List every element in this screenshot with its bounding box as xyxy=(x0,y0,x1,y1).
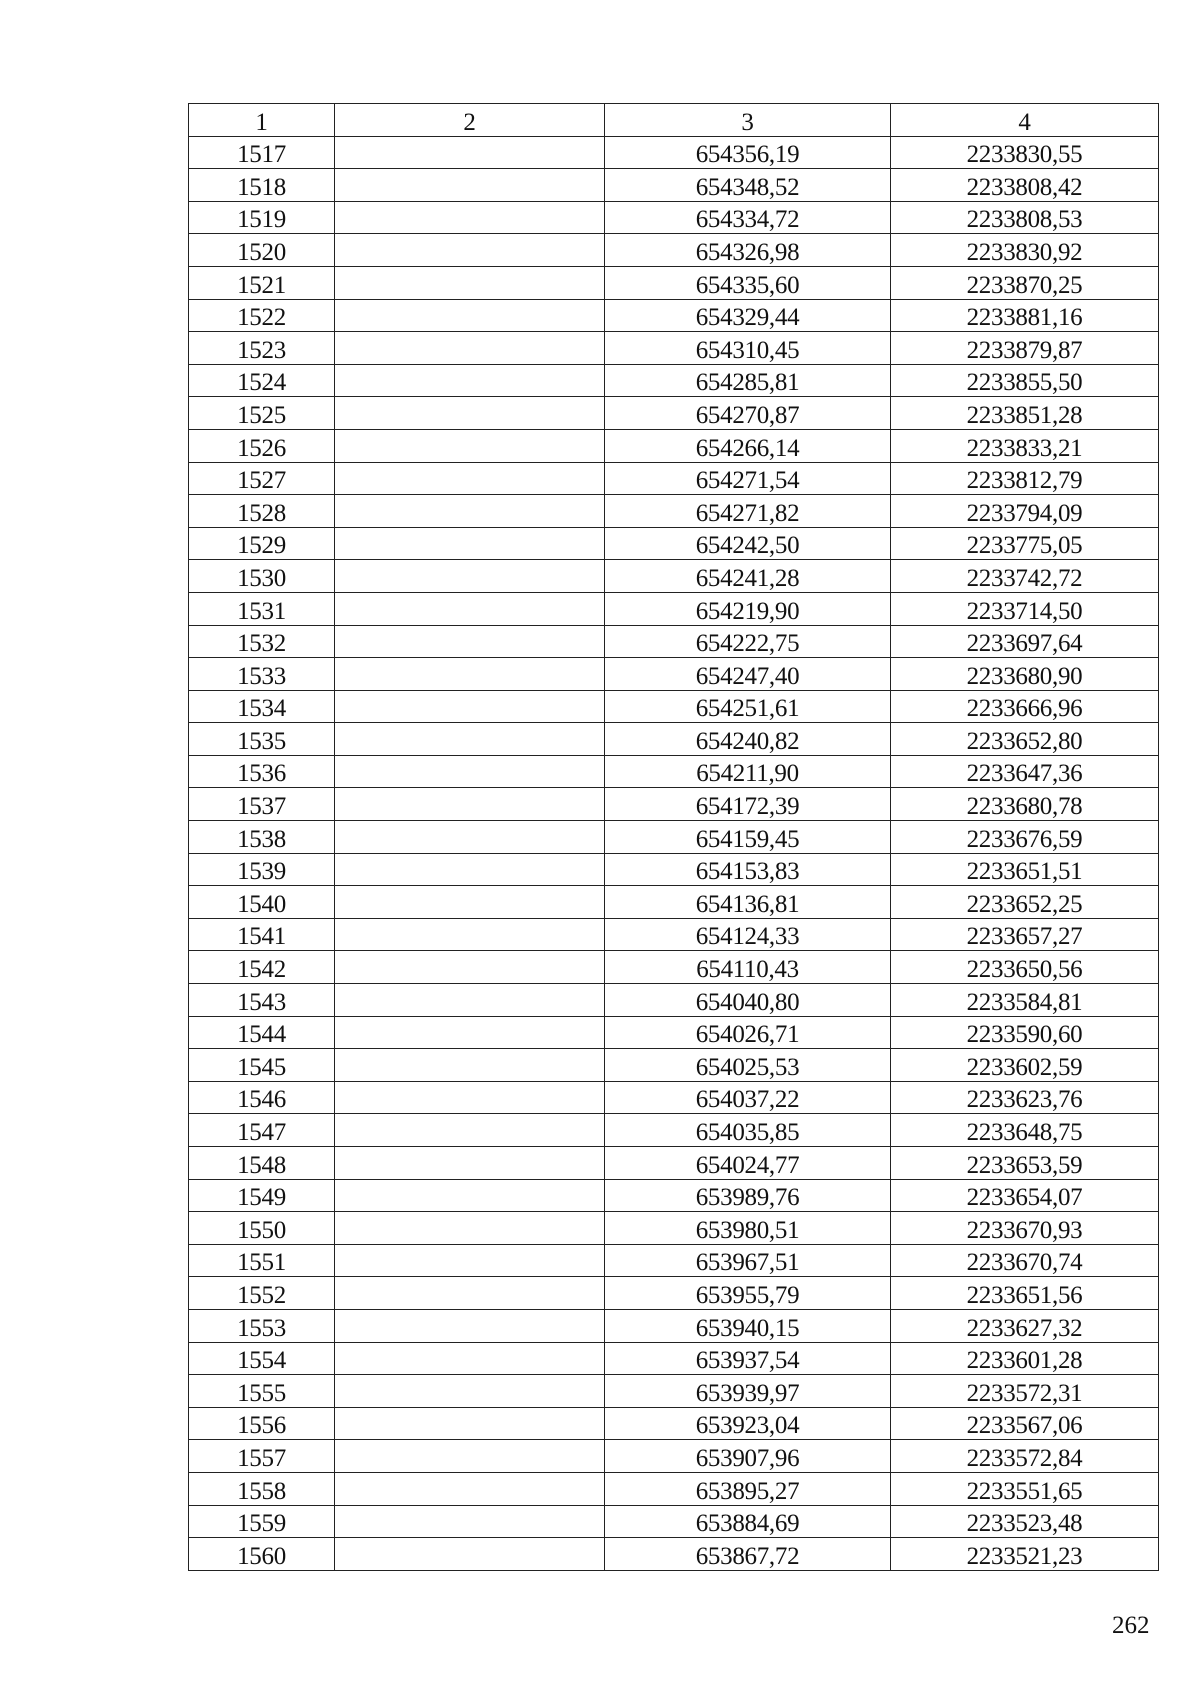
y-coordinate-cell: 2233794,09 xyxy=(891,495,1159,528)
x-coordinate-cell: 654334,72 xyxy=(605,201,891,234)
table-row xyxy=(189,723,1159,756)
x-coordinate-cell: 654271,54 xyxy=(605,462,891,495)
x-coordinate-cell: 654110,43 xyxy=(605,951,891,984)
table-row xyxy=(189,1342,1159,1375)
y-coordinate-cell: 2233567,06 xyxy=(891,1407,1159,1440)
x-coordinate-cell: 654241,28 xyxy=(605,560,891,593)
description-cell xyxy=(335,625,605,658)
description-cell xyxy=(335,1505,605,1538)
y-coordinate-cell: 2233627,32 xyxy=(891,1309,1159,1342)
x-coordinate-cell: 654310,45 xyxy=(605,332,891,365)
y-coordinate-cell: 2233651,51 xyxy=(891,853,1159,886)
point-number-cell: 1557 xyxy=(189,1440,335,1473)
page-number: 262 xyxy=(1112,1612,1150,1639)
table-row xyxy=(189,1081,1159,1114)
description-cell xyxy=(335,364,605,397)
table-row xyxy=(189,951,1159,984)
x-coordinate-cell: 654136,81 xyxy=(605,886,891,919)
description-cell xyxy=(335,886,605,919)
y-coordinate-cell: 2233650,56 xyxy=(891,951,1159,984)
description-cell xyxy=(335,918,605,951)
description-cell xyxy=(335,136,605,169)
x-coordinate-cell: 654247,40 xyxy=(605,658,891,691)
x-coordinate-cell: 654270,87 xyxy=(605,397,891,430)
point-number-cell: 1522 xyxy=(189,299,335,332)
description-cell xyxy=(335,1440,605,1473)
x-coordinate-cell: 654026,71 xyxy=(605,1016,891,1049)
description-cell xyxy=(335,1147,605,1180)
x-coordinate-cell: 653940,15 xyxy=(605,1309,891,1342)
x-coordinate-cell: 654348,52 xyxy=(605,169,891,202)
x-coordinate-cell: 654222,75 xyxy=(605,625,891,658)
table-row xyxy=(189,397,1159,430)
table-row xyxy=(189,1179,1159,1212)
description-cell xyxy=(335,1277,605,1310)
y-coordinate-cell: 2233652,25 xyxy=(891,886,1159,919)
description-cell xyxy=(335,234,605,267)
x-coordinate-cell: 653967,51 xyxy=(605,1244,891,1277)
y-coordinate-cell: 2233851,28 xyxy=(891,397,1159,430)
description-cell xyxy=(335,266,605,299)
table-row xyxy=(189,1375,1159,1408)
description-cell xyxy=(335,462,605,495)
header-cell-2: 2 xyxy=(335,104,605,137)
table-row xyxy=(189,266,1159,299)
table-row xyxy=(189,1016,1159,1049)
table-row xyxy=(189,429,1159,462)
x-coordinate-cell: 654159,45 xyxy=(605,821,891,854)
description-cell xyxy=(335,951,605,984)
description-cell xyxy=(335,1472,605,1505)
table-row xyxy=(189,1472,1159,1505)
point-number-cell: 1543 xyxy=(189,984,335,1017)
table-row xyxy=(189,1407,1159,1440)
point-number-cell: 1560 xyxy=(189,1538,335,1571)
point-number-cell: 1553 xyxy=(189,1309,335,1342)
point-number-cell: 1539 xyxy=(189,853,335,886)
x-coordinate-cell: 654285,81 xyxy=(605,364,891,397)
table-row xyxy=(189,821,1159,854)
description-cell xyxy=(335,1212,605,1245)
x-coordinate-cell: 653989,76 xyxy=(605,1179,891,1212)
y-coordinate-cell: 2233830,92 xyxy=(891,234,1159,267)
point-number-cell: 1532 xyxy=(189,625,335,658)
header-cell-3: 3 xyxy=(605,104,891,137)
y-coordinate-cell: 2233584,81 xyxy=(891,984,1159,1017)
description-cell xyxy=(335,1309,605,1342)
point-number-cell: 1531 xyxy=(189,592,335,625)
point-number-cell: 1527 xyxy=(189,462,335,495)
point-number-cell: 1525 xyxy=(189,397,335,430)
description-cell xyxy=(335,527,605,560)
table-row xyxy=(189,853,1159,886)
table-row xyxy=(189,495,1159,528)
table-row xyxy=(189,560,1159,593)
description-cell xyxy=(335,984,605,1017)
table-row xyxy=(189,1049,1159,1082)
point-number-cell: 1538 xyxy=(189,821,335,854)
point-number-cell: 1521 xyxy=(189,266,335,299)
x-coordinate-cell: 654251,61 xyxy=(605,690,891,723)
x-coordinate-cell: 654024,77 xyxy=(605,1147,891,1180)
point-number-cell: 1548 xyxy=(189,1147,335,1180)
table-row xyxy=(189,364,1159,397)
table-row xyxy=(189,169,1159,202)
table-body xyxy=(189,104,1159,1571)
description-cell xyxy=(335,1342,605,1375)
x-coordinate-cell: 653955,79 xyxy=(605,1277,891,1310)
x-coordinate-cell: 654326,98 xyxy=(605,234,891,267)
point-number-cell: 1547 xyxy=(189,1114,335,1147)
description-cell xyxy=(335,1049,605,1082)
x-coordinate-cell: 654124,33 xyxy=(605,918,891,951)
table-row xyxy=(189,788,1159,821)
table-row xyxy=(189,234,1159,267)
y-coordinate-cell: 2233670,74 xyxy=(891,1244,1159,1277)
description-cell xyxy=(335,1179,605,1212)
y-coordinate-cell: 2233654,07 xyxy=(891,1179,1159,1212)
y-coordinate-cell: 2233676,59 xyxy=(891,821,1159,854)
x-coordinate-cell: 653939,97 xyxy=(605,1375,891,1408)
y-coordinate-cell: 2233572,31 xyxy=(891,1375,1159,1408)
description-cell xyxy=(335,169,605,202)
table-row xyxy=(189,592,1159,625)
description-cell xyxy=(335,332,605,365)
point-number-cell: 1520 xyxy=(189,234,335,267)
description-cell xyxy=(335,821,605,854)
point-number-cell: 1552 xyxy=(189,1277,335,1310)
description-cell xyxy=(335,495,605,528)
table-row xyxy=(189,658,1159,691)
point-number-cell: 1541 xyxy=(189,918,335,951)
description-cell xyxy=(335,1016,605,1049)
x-coordinate-cell: 654266,14 xyxy=(605,429,891,462)
y-coordinate-cell: 2233652,80 xyxy=(891,723,1159,756)
x-coordinate-cell: 654219,90 xyxy=(605,592,891,625)
table-row xyxy=(189,1309,1159,1342)
y-coordinate-cell: 2233602,59 xyxy=(891,1049,1159,1082)
y-coordinate-cell: 2233808,53 xyxy=(891,201,1159,234)
point-number-cell: 1526 xyxy=(189,429,335,462)
y-coordinate-cell: 2233775,05 xyxy=(891,527,1159,560)
point-number-cell: 1540 xyxy=(189,886,335,919)
y-coordinate-cell: 2233651,56 xyxy=(891,1277,1159,1310)
table-row xyxy=(189,625,1159,658)
x-coordinate-cell: 654356,19 xyxy=(605,136,891,169)
table-row xyxy=(189,1277,1159,1310)
table-row xyxy=(189,918,1159,951)
x-coordinate-cell: 654153,83 xyxy=(605,853,891,886)
description-cell xyxy=(335,1244,605,1277)
description-cell xyxy=(335,690,605,723)
y-coordinate-cell: 2233523,48 xyxy=(891,1505,1159,1538)
table-row xyxy=(189,1505,1159,1538)
description-cell xyxy=(335,560,605,593)
description-cell xyxy=(335,201,605,234)
point-number-cell: 1533 xyxy=(189,658,335,691)
y-coordinate-cell: 2233601,28 xyxy=(891,1342,1159,1375)
point-number-cell: 1558 xyxy=(189,1472,335,1505)
point-number-cell: 1524 xyxy=(189,364,335,397)
table-row xyxy=(189,201,1159,234)
description-cell xyxy=(335,429,605,462)
description-cell xyxy=(335,755,605,788)
description-cell xyxy=(335,592,605,625)
table-row xyxy=(189,527,1159,560)
header-cell-4: 4 xyxy=(891,104,1159,137)
y-coordinate-cell: 2233680,90 xyxy=(891,658,1159,691)
point-number-cell: 1537 xyxy=(189,788,335,821)
point-number-cell: 1550 xyxy=(189,1212,335,1245)
x-coordinate-cell: 654211,90 xyxy=(605,755,891,788)
point-number-cell: 1551 xyxy=(189,1244,335,1277)
description-cell xyxy=(335,299,605,332)
table-row xyxy=(189,136,1159,169)
y-coordinate-cell: 2233551,65 xyxy=(891,1472,1159,1505)
table-row xyxy=(189,1538,1159,1571)
point-number-cell: 1534 xyxy=(189,690,335,723)
x-coordinate-cell: 653867,72 xyxy=(605,1538,891,1571)
y-coordinate-cell: 2233666,96 xyxy=(891,690,1159,723)
y-coordinate-cell: 2233833,21 xyxy=(891,429,1159,462)
table-row xyxy=(189,1244,1159,1277)
x-coordinate-cell: 654035,85 xyxy=(605,1114,891,1147)
point-number-cell: 1517 xyxy=(189,136,335,169)
y-coordinate-cell: 2233808,42 xyxy=(891,169,1159,202)
y-coordinate-cell: 2233657,27 xyxy=(891,918,1159,951)
x-coordinate-cell: 654240,82 xyxy=(605,723,891,756)
description-cell xyxy=(335,1081,605,1114)
y-coordinate-cell: 2233623,76 xyxy=(891,1081,1159,1114)
point-number-cell: 1523 xyxy=(189,332,335,365)
x-coordinate-cell: 654271,82 xyxy=(605,495,891,528)
point-number-cell: 1549 xyxy=(189,1179,335,1212)
y-coordinate-cell: 2233653,59 xyxy=(891,1147,1159,1180)
point-number-cell: 1535 xyxy=(189,723,335,756)
point-number-cell: 1554 xyxy=(189,1342,335,1375)
x-coordinate-cell: 653884,69 xyxy=(605,1505,891,1538)
point-number-cell: 1546 xyxy=(189,1081,335,1114)
description-cell xyxy=(335,1407,605,1440)
table-row xyxy=(189,1114,1159,1147)
point-number-cell: 1529 xyxy=(189,527,335,560)
description-cell xyxy=(335,658,605,691)
y-coordinate-cell: 2233670,93 xyxy=(891,1212,1159,1245)
x-coordinate-cell: 654172,39 xyxy=(605,788,891,821)
description-cell xyxy=(335,1375,605,1408)
x-coordinate-cell: 654040,80 xyxy=(605,984,891,1017)
point-number-cell: 1528 xyxy=(189,495,335,528)
x-coordinate-cell: 653980,51 xyxy=(605,1212,891,1245)
description-cell xyxy=(335,1538,605,1571)
y-coordinate-cell: 2233870,25 xyxy=(891,266,1159,299)
y-coordinate-cell: 2233521,23 xyxy=(891,1538,1159,1571)
point-number-cell: 1559 xyxy=(189,1505,335,1538)
table-header-row xyxy=(189,104,1159,137)
description-cell xyxy=(335,723,605,756)
y-coordinate-cell: 2233742,72 xyxy=(891,560,1159,593)
header-cell-1: 1 xyxy=(189,104,335,137)
description-cell xyxy=(335,788,605,821)
point-number-cell: 1536 xyxy=(189,755,335,788)
table-row xyxy=(189,299,1159,332)
point-number-cell: 1556 xyxy=(189,1407,335,1440)
x-coordinate-cell: 654242,50 xyxy=(605,527,891,560)
x-coordinate-cell: 654025,53 xyxy=(605,1049,891,1082)
table-row xyxy=(189,332,1159,365)
description-cell xyxy=(335,397,605,430)
x-coordinate-cell: 654335,60 xyxy=(605,266,891,299)
point-number-cell: 1530 xyxy=(189,560,335,593)
y-coordinate-cell: 2233714,50 xyxy=(891,592,1159,625)
table-row xyxy=(189,1212,1159,1245)
y-coordinate-cell: 2233881,16 xyxy=(891,299,1159,332)
table-row xyxy=(189,462,1159,495)
x-coordinate-cell: 653907,96 xyxy=(605,1440,891,1473)
table-row xyxy=(189,886,1159,919)
table-row xyxy=(189,1147,1159,1180)
y-coordinate-cell: 2233648,75 xyxy=(891,1114,1159,1147)
table-row xyxy=(189,1440,1159,1473)
y-coordinate-cell: 2233812,79 xyxy=(891,462,1159,495)
description-cell xyxy=(335,853,605,886)
y-coordinate-cell: 2233697,64 xyxy=(891,625,1159,658)
x-coordinate-cell: 653895,27 xyxy=(605,1472,891,1505)
y-coordinate-cell: 2233879,87 xyxy=(891,332,1159,365)
point-number-cell: 1518 xyxy=(189,169,335,202)
y-coordinate-cell: 2233855,50 xyxy=(891,364,1159,397)
table-row xyxy=(189,755,1159,788)
y-coordinate-cell: 2233830,55 xyxy=(891,136,1159,169)
y-coordinate-cell: 2233572,84 xyxy=(891,1440,1159,1473)
point-number-cell: 1555 xyxy=(189,1375,335,1408)
y-coordinate-cell: 2233647,36 xyxy=(891,755,1159,788)
x-coordinate-cell: 653937,54 xyxy=(605,1342,891,1375)
y-coordinate-cell: 2233590,60 xyxy=(891,1016,1159,1049)
x-coordinate-cell: 654329,44 xyxy=(605,299,891,332)
point-number-cell: 1544 xyxy=(189,1016,335,1049)
point-number-cell: 1545 xyxy=(189,1049,335,1082)
coordinates-table xyxy=(188,103,1159,1571)
description-cell xyxy=(335,1114,605,1147)
table-row xyxy=(189,984,1159,1017)
x-coordinate-cell: 653923,04 xyxy=(605,1407,891,1440)
point-number-cell: 1542 xyxy=(189,951,335,984)
table-row xyxy=(189,690,1159,723)
y-coordinate-cell: 2233680,78 xyxy=(891,788,1159,821)
point-number-cell: 1519 xyxy=(189,201,335,234)
x-coordinate-cell: 654037,22 xyxy=(605,1081,891,1114)
